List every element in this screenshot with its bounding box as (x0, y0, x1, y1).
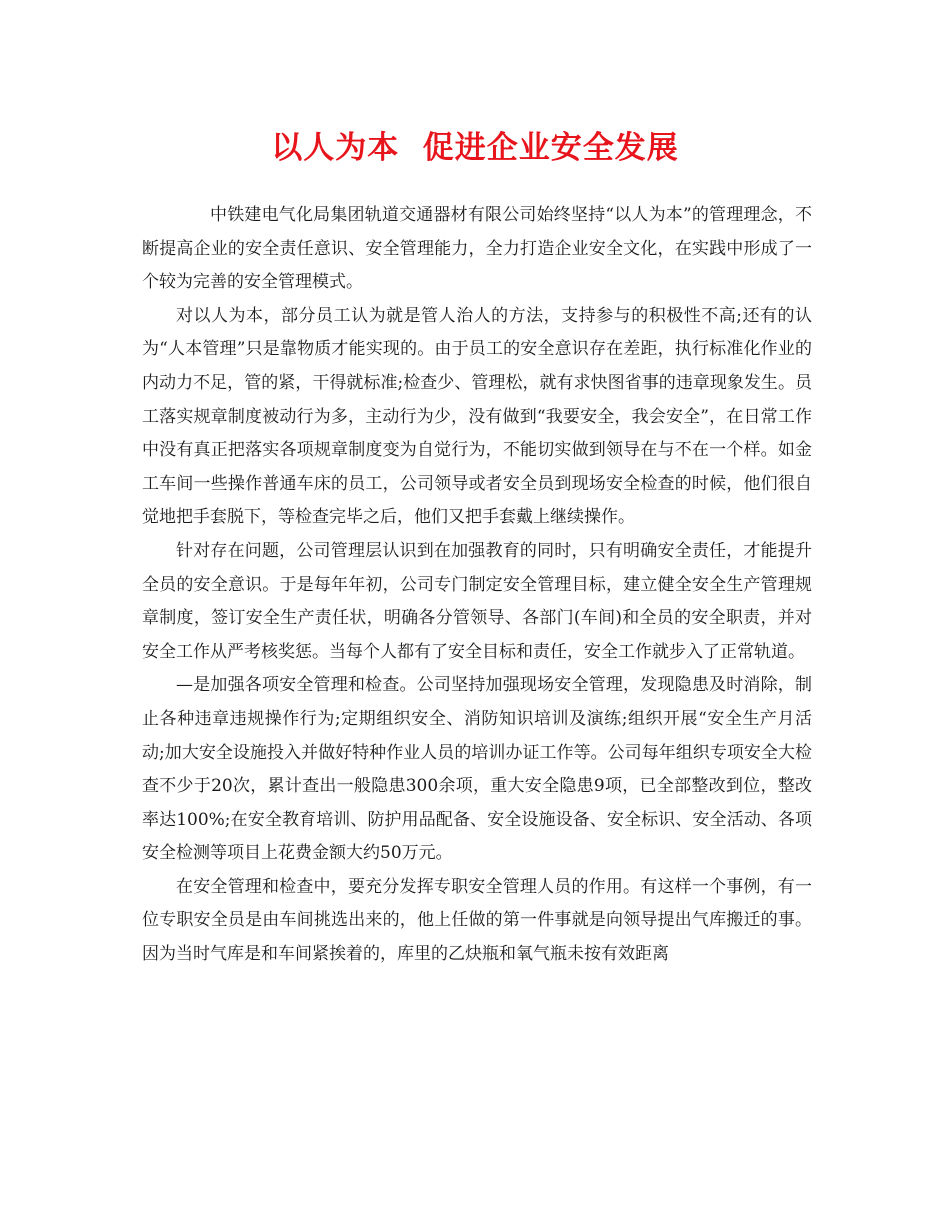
document-body (142, 199, 812, 972)
document-title: 以人为本 促进企业安全发展 (271, 130, 679, 166)
paragraph-inspection: —是加强各项安全管理和检查。公司坚持加强现场安全管理，发现隐患及时消除，制止各种违章违规操作行为;定期组织安全、消防知识培训及演练;组织开展“安全生产月活动;加大安全设施投入并做好特种作业人员的培训办证工作等。公司每年组织专项安全大检查不少于20次，累计查出一般隐患300余项，重大安全隐患9项，已全部整改到位，整改率达100%;在安全教育培训、防护用品配备、安全设施设备、安全标识、安全活动、各项安全检测等项目上花费金额大约50万元。 (142, 675, 812, 864)
paragraph-responsibility: 针对存在问题，公司管理层认识到在加强教育的同时，只有明确安全责任，才能提升全员的安全意识。于是每年年初，公司专门制定安全管理目标，建立健全安全生产管理规章制度，签订安全生产责任状，明确各分管领导、各部门(车间)和全员的安全职责，并对安全工作从严考核奖惩。当每个人都有了安全目标和责任，安全工作就步入了正常轨道。 (142, 540, 812, 662)
paragraph-intro: 中铁建电气化局集团轨道交通器材有限公司始终坚持“以人为本”的管理理念，不断提高企业的安全责任意识、安全管理能力，全力打造企业安全文化，在实践中形成了一个较为完善的安全管理模式。 (142, 205, 812, 293)
paragraph-problems: 对以人为本，部分员工认为就是管人治人的方法，支持参与的积极性不高;还有的认为“人本管理”只是靠物质才能实现的。由于员工的安全意识存在差距，执行标准化作业的内动力不足，管的紧，干得就标准;检查少、管理松，就有求快图省事的违章现象发生。员工落实规章制度被动行为多，主动行为少，没有做到“我要安全，我会安全”，在日常工作中没有真正把落实各项规章制度变为自觉行为，不能切实做到领导在与不在一个样。如金工车间一些操作普通车床的员工，公司领导或者安全员到现场安全检查的时候，他们很自觉地把手套脱下，等检查完毕之后，他们又把手套戴上继续操作。 (142, 305, 812, 528)
paragraph-safety-officer: 在安全管理和检查中，要充分发挥专职安全管理人员的作用。有这样一个事例，有一位专职安全员是由车间挑选出来的，他上任做的第一件事就是向领导提出气库搬迁的事。因为当时气库是和车间紧挨着的，库里的乙炔瓶和氧气瓶未按有效距离 (142, 876, 812, 965)
